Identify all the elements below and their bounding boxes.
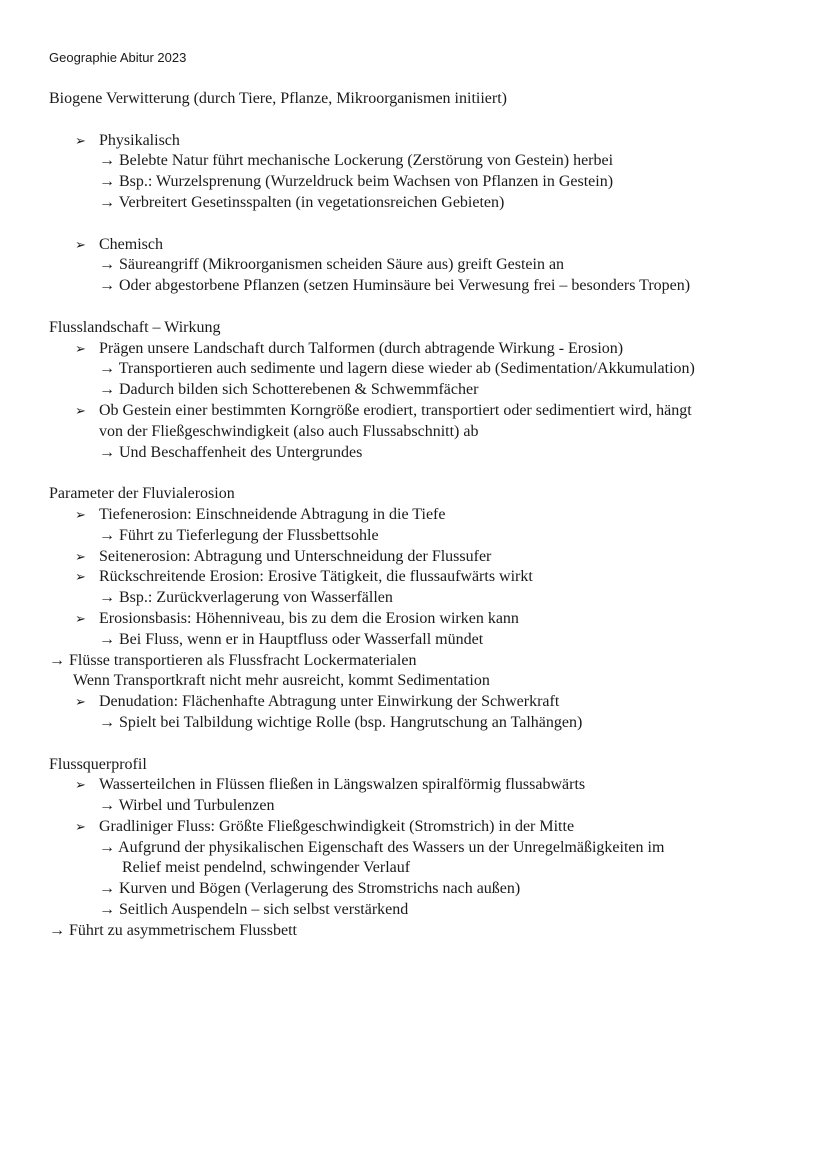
heading-flussquerprofil: Flussquerprofil	[49, 755, 147, 773]
heading-parameter-fluvialerosion: Parameter der Fluvialerosion	[49, 485, 235, 503]
bullet-item: ➢ Gradliniger Fluss: Größte Fließgeschwindigkeit (Stromstrich) in der Mitte	[49, 817, 819, 838]
list-item: → Aufgrund der physikalischen Eigenschaft des Wassers un der Unregelmäßigkeiten im	[99, 838, 665, 856]
list-item: → Säureangriff (Mikroorganismen scheiden Säure aus) greift Gestein an	[99, 256, 565, 274]
list-item: → Seitlich Auspendeln – sich selbst verstärkend	[99, 901, 409, 919]
list-item: von der Fließgeschwindigkeit (also auch Flussabschnitt) ab	[99, 422, 479, 440]
spacer	[49, 297, 819, 318]
bullet-item: ➢ Erosionsbasis: Höhenniveau, bis zu dem die Erosion wirken kann	[49, 609, 819, 630]
list-item: → Kurven und Bögen (Verlagerung des Stromstrichs nach außen)	[99, 880, 521, 898]
document-header: Geographie Abitur 2023	[49, 50, 187, 65]
list-item: → Führt zu asymmetrischem Flussbett	[49, 921, 297, 939]
spacer	[49, 463, 819, 484]
heading-biogene-verwitterung: Biogene Verwitterung (durch Tiere, Pflanze, Mikroorganismen initiiert)	[49, 90, 507, 107]
bullet-item: ➢ Prägen unsere Landschaft durch Talformen (durch abtragende Wirkung - Erosion)	[49, 339, 819, 360]
arrow-bullet-icon: ➢	[75, 818, 86, 834]
list-item: → Bsp.: Wurzelsprenung (Wurzeldruck beim Wachsen von Pflanzen in Gestein)	[99, 173, 614, 191]
list-item: → Oder abgestorbene Pflanzen (setzen Huminsäure bei Verwesung frei – besonders Tropen)	[99, 277, 691, 295]
list-item: → Belebte Natur führt mechanische Lockerung (Zerstörung von Gestein) herbei	[99, 152, 614, 170]
document-body	[49, 89, 819, 942]
list-item: → Dadurch bilden sich Schotterebenen & Schwemmfächer	[99, 381, 479, 399]
bullet-item: ➢ Ob Gestein einer bestimmten Korngröße erodiert, transportiert oder sedimentiert wird, hängt	[49, 401, 819, 422]
list-item: → Transportieren auch sedimente und lagern diese wieder ab (Sedimentation/Akkumulation)	[99, 360, 695, 378]
spacer	[49, 734, 819, 755]
arrow-bullet-icon: ➢	[75, 236, 86, 252]
list-item: → Bei Fluss, wenn er in Hauptfluss oder Wasserfall mündet	[99, 630, 484, 648]
bullet-item: ➢ Wasserteilchen in Flüssen fließen in Längswalzen spiralförmig flussabwärts	[49, 775, 819, 796]
list-item: → Verbreitert Gesetinsspalten (in vegetationsreichen Gebieten)	[99, 193, 505, 211]
list-item: → Wirbel und Turbulenzen	[99, 797, 275, 815]
list-item: → Bsp.: Zurückverlagerung von Wasserfällen	[99, 589, 393, 607]
arrow-bullet-icon: ➢	[75, 340, 86, 356]
bullet-item: ➢ Rückschreitende Erosion: Erosive Tätigkeit, die flussaufwärts wirkt	[49, 567, 819, 588]
list-item: → Führt zu Tieferlegung der Flussbettsohle	[99, 526, 379, 544]
bullet-item: ➢ Seitenerosion: Abtragung und Unterschneidung der Flussufer	[49, 547, 819, 568]
arrow-bullet-icon: ➢	[75, 548, 86, 564]
list-item: Wenn Transportkraft nicht mehr ausreicht, kommt Sedimentation	[73, 672, 490, 690]
list-item: → Spielt bei Talbildung wichtige Rolle (bsp. Hangrutschung an Talhängen)	[99, 713, 583, 731]
bullet-item: ➢ Chemisch	[49, 235, 819, 256]
bullet-item: ➢ Denudation: Flächenhafte Abtragung unter Einwirkung der Schwerkraft	[49, 692, 819, 713]
arrow-bullet-icon: ➢	[75, 402, 86, 418]
arrow-bullet-icon: ➢	[75, 506, 86, 522]
arrow-bullet-icon: ➢	[75, 777, 86, 793]
bullet-item: ➢ Tiefenerosion: Einschneidende Abtragung in die Tiefe	[49, 505, 819, 526]
arrow-bullet-icon: ➢	[75, 569, 86, 585]
arrow-bullet-icon: ➢	[75, 132, 86, 148]
arrow-bullet-icon: ➢	[75, 610, 86, 626]
spacer	[49, 110, 819, 131]
heading-flusslandschaft: Flusslandschaft – Wirkung	[49, 318, 221, 336]
spacer	[49, 214, 819, 235]
arrow-bullet-icon: ➢	[75, 694, 86, 710]
list-item: Relief meist pendelnd, schwingender Verlauf	[122, 859, 411, 877]
bullet-item: ➢ Physikalisch	[49, 131, 819, 152]
list-item: → Flüsse transportieren als Flussfracht Lockermaterialen	[49, 651, 417, 669]
list-item: → Und Beschaffenheit des Untergrundes	[99, 443, 363, 461]
